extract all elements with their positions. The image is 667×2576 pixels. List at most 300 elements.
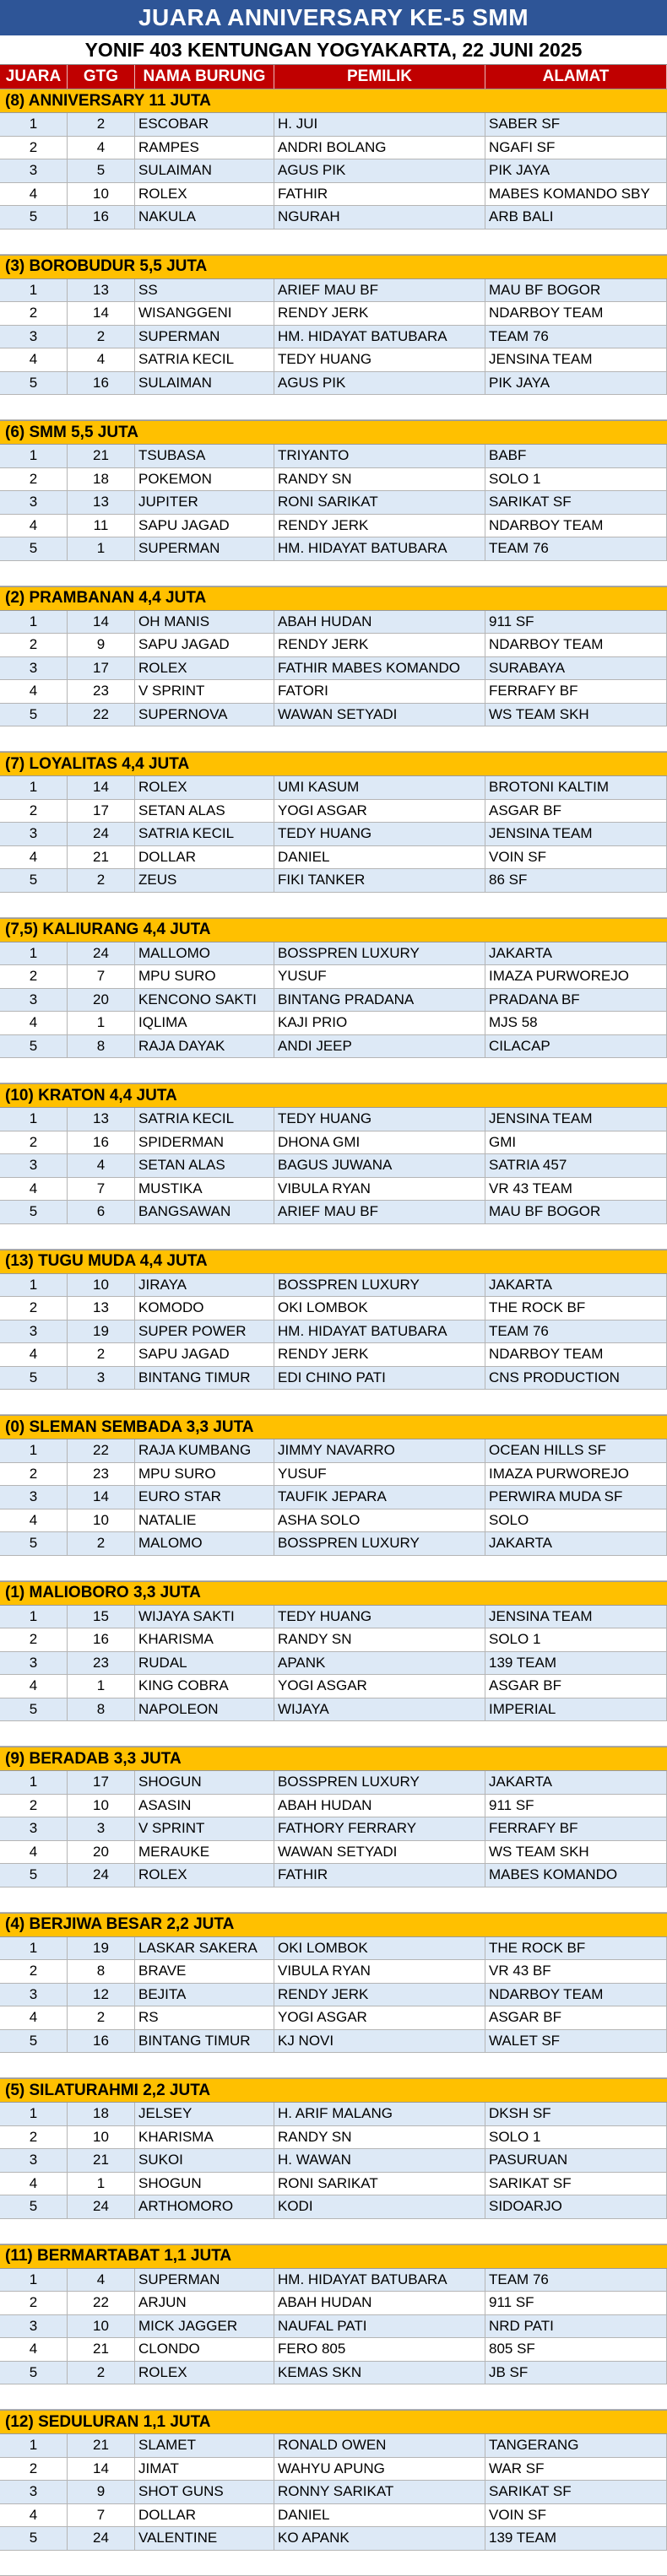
owner-cell: FATHIR [274, 1864, 485, 1887]
table-row [0, 1984, 667, 2007]
address-cell: SOLO [485, 1509, 667, 1532]
gtg-cell: 21 [68, 846, 135, 869]
table-row [0, 1463, 667, 1487]
rank-cell: 5 [0, 1864, 68, 1887]
owner-cell: ABAH HUDAN [274, 2292, 485, 2314]
bird-name-cell: ARTHOMORO [135, 2195, 274, 2218]
table-row [0, 1343, 667, 1367]
gtg-cell: 23 [68, 1652, 135, 1675]
address-cell: TEAM 76 [485, 2269, 667, 2292]
gtg-cell: 23 [68, 1463, 135, 1486]
gtg-cell: 16 [68, 1628, 135, 1651]
rank-cell: 1 [0, 445, 68, 467]
owner-cell: FERO 805 [274, 2338, 485, 2361]
section-title: (0) SLEMAN SEMBADA 3,3 JUTA [0, 1415, 667, 1439]
owner-cell: KAJI PRIO [274, 1012, 485, 1034]
section-spacer [0, 1224, 667, 1250]
owner-cell: YUSUF [274, 1463, 485, 1486]
address-cell: NGAFI SF [485, 137, 667, 159]
address-cell: MAU BF BOGOR [485, 1201, 667, 1223]
rank-cell: 4 [0, 1841, 68, 1864]
owner-cell: TRIYANTO [274, 445, 485, 467]
rank-cell: 2 [0, 1297, 68, 1320]
bird-name-cell: ROLEX [135, 183, 274, 206]
address-cell: SURABAYA [485, 657, 667, 680]
table-row [0, 1841, 667, 1865]
gtg-cell: 13 [68, 279, 135, 302]
gtg-cell: 24 [68, 2195, 135, 2218]
table-row [0, 445, 667, 468]
owner-cell: ARIEF MAU BF [274, 279, 485, 302]
section-spacer [0, 1721, 667, 1747]
table-row [0, 1274, 667, 1298]
owner-cell: FATORI [274, 680, 485, 703]
bird-name-cell: ROLEX [135, 657, 274, 680]
address-cell: NDARBOY TEAM [485, 634, 667, 656]
bird-name-cell: SUPERMAN [135, 537, 274, 560]
gtg-cell: 2 [68, 1343, 135, 1366]
bird-name-cell: BINTANG TIMUR [135, 1367, 274, 1390]
rank-cell: 2 [0, 2292, 68, 2314]
bird-name-cell: BEJITA [135, 1984, 274, 2006]
section-spacer [0, 2219, 667, 2244]
address-cell: 139 TEAM [485, 2527, 667, 2550]
section-spacer [0, 1058, 667, 1083]
gtg-cell: 14 [68, 611, 135, 634]
table-row [0, 1937, 667, 1961]
table-row [0, 823, 667, 846]
bird-name-cell: KING COBRA [135, 1675, 274, 1698]
rank-cell: 4 [0, 1675, 68, 1698]
rank-cell: 5 [0, 2527, 68, 2550]
rank-cell: 5 [0, 869, 68, 892]
owner-cell: TEDY HUANG [274, 1108, 485, 1131]
bird-name-cell: MALLOMO [135, 942, 274, 965]
address-cell: MABES KOMANDO SBY [485, 183, 667, 206]
gtg-cell: 18 [68, 2103, 135, 2125]
bird-name-cell: MPU SURO [135, 1463, 274, 1486]
rank-cell: 2 [0, 965, 68, 988]
address-cell: ASGAR BF [485, 2006, 667, 2029]
owner-cell: EDI CHINO PATI [274, 1367, 485, 1390]
owner-cell: BINTANG PRADANA [274, 989, 485, 1012]
table-row [0, 2030, 667, 2054]
bird-name-cell: SHOT GUNS [135, 2481, 274, 2503]
table-row [0, 2269, 667, 2292]
bird-name-cell: JIMAT [135, 2458, 274, 2481]
column-header-gtg: GTG [68, 65, 135, 89]
owner-cell: H. ARIF MALANG [274, 2103, 485, 2125]
table-row [0, 2195, 667, 2219]
section-spacer [0, 1887, 667, 1913]
gtg-cell: 2 [68, 869, 135, 892]
owner-cell: TEDY HUANG [274, 348, 485, 371]
bird-name-cell: BANGSAWAN [135, 1201, 274, 1223]
rank-cell: 3 [0, 2315, 68, 2338]
bird-name-cell: MALOMO [135, 1532, 274, 1555]
rank-cell: 5 [0, 1035, 68, 1058]
table-row [0, 137, 667, 160]
section-title: (1) MALIOBORO 3,3 JUTA [0, 1581, 667, 1606]
rank-cell: 2 [0, 1795, 68, 1817]
gtg-cell: 8 [68, 1035, 135, 1058]
section-title: (10) KRATON 4,4 JUTA [0, 1083, 667, 1108]
address-cell: SOLO 1 [485, 468, 667, 491]
table-row [0, 1652, 667, 1676]
gtg-cell: 7 [68, 965, 135, 988]
address-cell: WS TEAM SKH [485, 704, 667, 726]
gtg-cell: 13 [68, 1297, 135, 1320]
owner-cell: FIKI TANKER [274, 869, 485, 892]
address-cell: OCEAN HILLS SF [485, 1439, 667, 1462]
bird-name-cell: NAPOLEON [135, 1698, 274, 1721]
bird-name-cell: RAMPES [135, 137, 274, 159]
bird-name-cell: TSUBASA [135, 445, 274, 467]
owner-cell: VIBULA RYAN [274, 1178, 485, 1201]
address-cell: 139 TEAM [485, 1652, 667, 1675]
bird-name-cell: SUKOI [135, 2149, 274, 2172]
bird-name-cell: SATRIA KECIL [135, 823, 274, 845]
rank-cell: 1 [0, 279, 68, 302]
rank-cell: 2 [0, 2126, 68, 2149]
gtg-cell: 14 [68, 2458, 135, 2481]
rank-cell: 1 [0, 1108, 68, 1131]
gtg-cell: 20 [68, 989, 135, 1012]
table-row [0, 537, 667, 561]
owner-cell: KEMAS SKN [274, 2362, 485, 2384]
table-row [0, 989, 667, 1013]
gtg-cell: 9 [68, 2481, 135, 2503]
bird-name-cell: SETAN ALAS [135, 800, 274, 823]
address-cell: NDARBOY TEAM [485, 515, 667, 537]
rank-cell: 4 [0, 348, 68, 371]
gtg-cell: 4 [68, 2269, 135, 2292]
bird-name-cell: DOLLAR [135, 2504, 274, 2527]
address-cell: CILACAP [485, 1035, 667, 1058]
table-row [0, 1320, 667, 1344]
address-cell: WALET SF [485, 2030, 667, 2053]
owner-cell: BOSSPREN LUXURY [274, 942, 485, 965]
owner-cell: APANK [274, 1652, 485, 1675]
section-spacer [0, 1390, 667, 1415]
address-cell: ARB BALI [485, 206, 667, 229]
rank-cell: 5 [0, 1201, 68, 1223]
bird-name-cell: JUPITER [135, 491, 274, 514]
table-row [0, 1628, 667, 1652]
owner-cell: AGUS PIK [274, 159, 485, 182]
owner-cell: BAGUS JUWANA [274, 1154, 485, 1177]
gtg-cell: 8 [68, 1960, 135, 1983]
rank-cell: 3 [0, 1652, 68, 1675]
address-cell: GMI [485, 1131, 667, 1154]
owner-cell: RENDY JERK [274, 302, 485, 325]
table-row [0, 1154, 667, 1178]
table-row [0, 206, 667, 230]
table-row [0, 611, 667, 635]
bird-name-cell: SHOGUN [135, 2173, 274, 2195]
owner-cell: WAWAN SETYADI [274, 704, 485, 726]
rank-cell: 3 [0, 989, 68, 1012]
address-cell: VR 43 BF [485, 1960, 667, 1983]
address-cell: MAU BF BOGOR [485, 279, 667, 302]
address-cell: THE ROCK BF [485, 1937, 667, 1960]
bird-name-cell: SETAN ALAS [135, 1154, 274, 1177]
section-spacer [0, 561, 667, 586]
owner-cell: RENDY JERK [274, 515, 485, 537]
column-header-alamat: ALAMAT [485, 65, 667, 89]
rank-cell: 4 [0, 515, 68, 537]
address-cell: TANGERANG [485, 2434, 667, 2457]
bird-name-cell: RAJA DAYAK [135, 1035, 274, 1058]
owner-cell: TEDY HUANG [274, 1606, 485, 1628]
address-cell: NDARBOY TEAM [485, 1343, 667, 1366]
bird-name-cell: MERAUKE [135, 1841, 274, 1864]
owner-cell: KJ NOVI [274, 2030, 485, 2053]
table-row [0, 1012, 667, 1035]
section-spacer [0, 395, 667, 420]
owner-cell: FATHIR [274, 183, 485, 206]
bird-name-cell: SAPU JAGAD [135, 634, 274, 656]
gtg-cell: 1 [68, 1012, 135, 1034]
bird-name-cell: WIJAYA SAKTI [135, 1606, 274, 1628]
rank-cell: 4 [0, 2504, 68, 2527]
table-row [0, 326, 667, 349]
table-row [0, 1864, 667, 1887]
rank-cell: 1 [0, 2434, 68, 2457]
bird-name-cell: DOLLAR [135, 846, 274, 869]
owner-cell: RENDY JERK [274, 1343, 485, 1366]
owner-cell: HM. HIDAYAT BATUBARA [274, 2269, 485, 2292]
rank-cell: 2 [0, 468, 68, 491]
bird-name-cell: SUPER POWER [135, 1320, 274, 1343]
gtg-cell: 2 [68, 2362, 135, 2384]
gtg-cell: 22 [68, 1439, 135, 1462]
rank-cell: 3 [0, 1320, 68, 1343]
bird-name-cell: NAKULA [135, 206, 274, 229]
table-row [0, 1035, 667, 1059]
rank-cell: 5 [0, 2362, 68, 2384]
bird-name-cell: SAPU JAGAD [135, 1343, 274, 1366]
gtg-cell: 14 [68, 776, 135, 799]
section-title: (2) PRAMBANAN 4,4 JUTA [0, 586, 667, 611]
bird-name-cell: V SPRINT [135, 680, 274, 703]
rank-cell: 3 [0, 326, 68, 348]
address-cell: JENSINA TEAM [485, 823, 667, 845]
rank-cell: 4 [0, 1178, 68, 1201]
gtg-cell: 10 [68, 2315, 135, 2338]
table-row [0, 1297, 667, 1320]
gtg-cell: 3 [68, 1817, 135, 1840]
address-cell: PIK JAYA [485, 372, 667, 395]
gtg-cell: 4 [68, 348, 135, 371]
table-row [0, 468, 667, 492]
gtg-cell: 24 [68, 2527, 135, 2550]
rank-cell: 1 [0, 2103, 68, 2125]
address-cell: PERWIRA MUDA SF [485, 1486, 667, 1509]
bird-name-cell: POKEMON [135, 468, 274, 491]
owner-cell: BOSSPREN LUXURY [274, 1771, 485, 1794]
owner-cell: NAUFAL PATI [274, 2315, 485, 2338]
address-cell: SARIKAT SF [485, 2481, 667, 2503]
owner-cell: VIBULA RYAN [274, 1960, 485, 1983]
table-row [0, 279, 667, 303]
bird-name-cell: VALENTINE [135, 2527, 274, 2550]
section-title: (8) ANNIVERSARY 11 JUTA [0, 89, 667, 113]
rank-cell: 3 [0, 159, 68, 182]
address-cell: JENSINA TEAM [485, 348, 667, 371]
rank-cell: 3 [0, 1154, 68, 1177]
table-row [0, 1201, 667, 1224]
owner-cell: ANDI JEEP [274, 1035, 485, 1058]
table-row [0, 869, 667, 893]
owner-cell: WAWAN SETYADI [274, 1841, 485, 1864]
rank-cell: 4 [0, 2173, 68, 2195]
gtg-cell: 12 [68, 1984, 135, 2006]
table-row [0, 1131, 667, 1155]
rank-cell: 5 [0, 704, 68, 726]
section-title: (11) BERMARTABAT 1,1 JUTA [0, 2244, 667, 2269]
bird-name-cell: BINTANG TIMUR [135, 2030, 274, 2053]
gtg-cell: 7 [68, 2504, 135, 2527]
bird-name-cell: IQLIMA [135, 1012, 274, 1034]
table-row [0, 1606, 667, 1629]
bird-name-cell: MPU SURO [135, 965, 274, 988]
address-cell: ASGAR BF [485, 800, 667, 823]
bird-name-cell: ZEUS [135, 869, 274, 892]
rank-cell: 1 [0, 2269, 68, 2292]
address-cell: SARIKAT SF [485, 491, 667, 514]
column-header-nama-burung: NAMA BURUNG [135, 65, 274, 89]
bird-name-cell: KHARISMA [135, 2126, 274, 2149]
address-cell: 911 SF [485, 1795, 667, 1817]
address-cell: MJS 58 [485, 1012, 667, 1034]
gtg-cell: 24 [68, 823, 135, 845]
gtg-cell: 4 [68, 1154, 135, 1177]
rank-cell: 4 [0, 1012, 68, 1034]
bird-name-cell: SUPERMAN [135, 326, 274, 348]
table-row [0, 1486, 667, 1509]
owner-cell: AGUS PIK [274, 372, 485, 395]
gtg-cell: 19 [68, 1937, 135, 1960]
owner-cell: ARIEF MAU BF [274, 1201, 485, 1223]
rank-cell: 3 [0, 1984, 68, 2006]
address-cell: FERRAFY BF [485, 1817, 667, 1840]
address-cell: NDARBOY TEAM [485, 302, 667, 325]
table-row [0, 2481, 667, 2504]
address-cell: JAKARTA [485, 942, 667, 965]
bird-name-cell: KENCONO SAKTI [135, 989, 274, 1012]
owner-cell: RONNY SARIKAT [274, 2481, 485, 2503]
bird-name-cell: LASKAR SAKERA [135, 1937, 274, 1960]
table-row [0, 634, 667, 657]
address-cell: FERRAFY BF [485, 680, 667, 703]
rank-cell: 3 [0, 823, 68, 845]
owner-cell: OKI LOMBOK [274, 1297, 485, 1320]
gtg-cell: 1 [68, 2173, 135, 2195]
section-title: (7,5) KALIURANG 4,4 JUTA [0, 918, 667, 942]
table-row [0, 942, 667, 966]
owner-cell: TAUFIK JEPARA [274, 1486, 485, 1509]
rank-cell: 5 [0, 537, 68, 560]
table-row [0, 2504, 667, 2528]
gtg-cell: 21 [68, 445, 135, 467]
rank-cell: 4 [0, 680, 68, 703]
gtg-cell: 16 [68, 372, 135, 395]
bird-name-cell: SS [135, 279, 274, 302]
gtg-cell: 20 [68, 1841, 135, 1864]
address-cell: THE ROCK BF [485, 1297, 667, 1320]
address-cell: JAKARTA [485, 1532, 667, 1555]
rank-cell: 1 [0, 113, 68, 136]
address-cell: JB SF [485, 2362, 667, 2384]
rank-cell: 4 [0, 183, 68, 206]
table-row [0, 1108, 667, 1131]
owner-cell: KO APANK [274, 2527, 485, 2550]
address-cell: SATRIA 457 [485, 1154, 667, 1177]
address-cell: IMPERIAL [485, 1698, 667, 1721]
bird-name-cell: SLAMET [135, 2434, 274, 2457]
table-row [0, 2527, 667, 2551]
gtg-cell: 11 [68, 515, 135, 537]
table-row [0, 846, 667, 870]
owner-cell: TEDY HUANG [274, 823, 485, 845]
owner-cell: RONI SARIKAT [274, 2173, 485, 2195]
rank-cell: 5 [0, 2195, 68, 2218]
bird-name-cell: NATALIE [135, 1509, 274, 1532]
address-cell: JENSINA TEAM [485, 1606, 667, 1628]
bird-name-cell: SULAIMAN [135, 372, 274, 395]
gtg-cell: 2 [68, 326, 135, 348]
gtg-cell: 18 [68, 468, 135, 491]
table-row [0, 1509, 667, 1533]
owner-cell: DANIEL [274, 2504, 485, 2527]
gtg-cell: 5 [68, 159, 135, 182]
rank-cell: 5 [0, 206, 68, 229]
bird-name-cell: ESCOBAR [135, 113, 274, 136]
owner-cell: DHONA GMI [274, 1131, 485, 1154]
table-row [0, 1817, 667, 1841]
rank-cell: 3 [0, 491, 68, 514]
table-row [0, 1178, 667, 1202]
address-cell: JAKARTA [485, 1771, 667, 1794]
address-cell: SOLO 1 [485, 1628, 667, 1651]
section-title: (13) TUGU MUDA 4,4 JUTA [0, 1250, 667, 1274]
table-row [0, 515, 667, 538]
bird-name-cell: OH MANIS [135, 611, 274, 634]
gtg-cell: 16 [68, 206, 135, 229]
gtg-cell: 15 [68, 1606, 135, 1628]
address-cell: 86 SF [485, 869, 667, 892]
owner-cell: RENDY JERK [274, 1984, 485, 2006]
owner-cell: YOGI ASGAR [274, 1675, 485, 1698]
owner-cell: ASHA SOLO [274, 1509, 485, 1532]
address-cell: TEAM 76 [485, 1320, 667, 1343]
table-row [0, 2338, 667, 2362]
gtg-cell: 16 [68, 2030, 135, 2053]
bird-name-cell: SULAIMAN [135, 159, 274, 182]
owner-cell: RONALD OWEN [274, 2434, 485, 2457]
gtg-cell: 2 [68, 2006, 135, 2029]
address-cell: BABF [485, 445, 667, 467]
section-spacer [0, 726, 667, 752]
owner-cell: DANIEL [274, 846, 485, 869]
rank-cell: 3 [0, 2481, 68, 2503]
rank-cell: 2 [0, 1131, 68, 1154]
table-row [0, 1532, 667, 1556]
owner-cell: RANDY SN [274, 2126, 485, 2149]
rank-cell: 2 [0, 302, 68, 325]
owner-cell: WAHYU APUNG [274, 2458, 485, 2481]
